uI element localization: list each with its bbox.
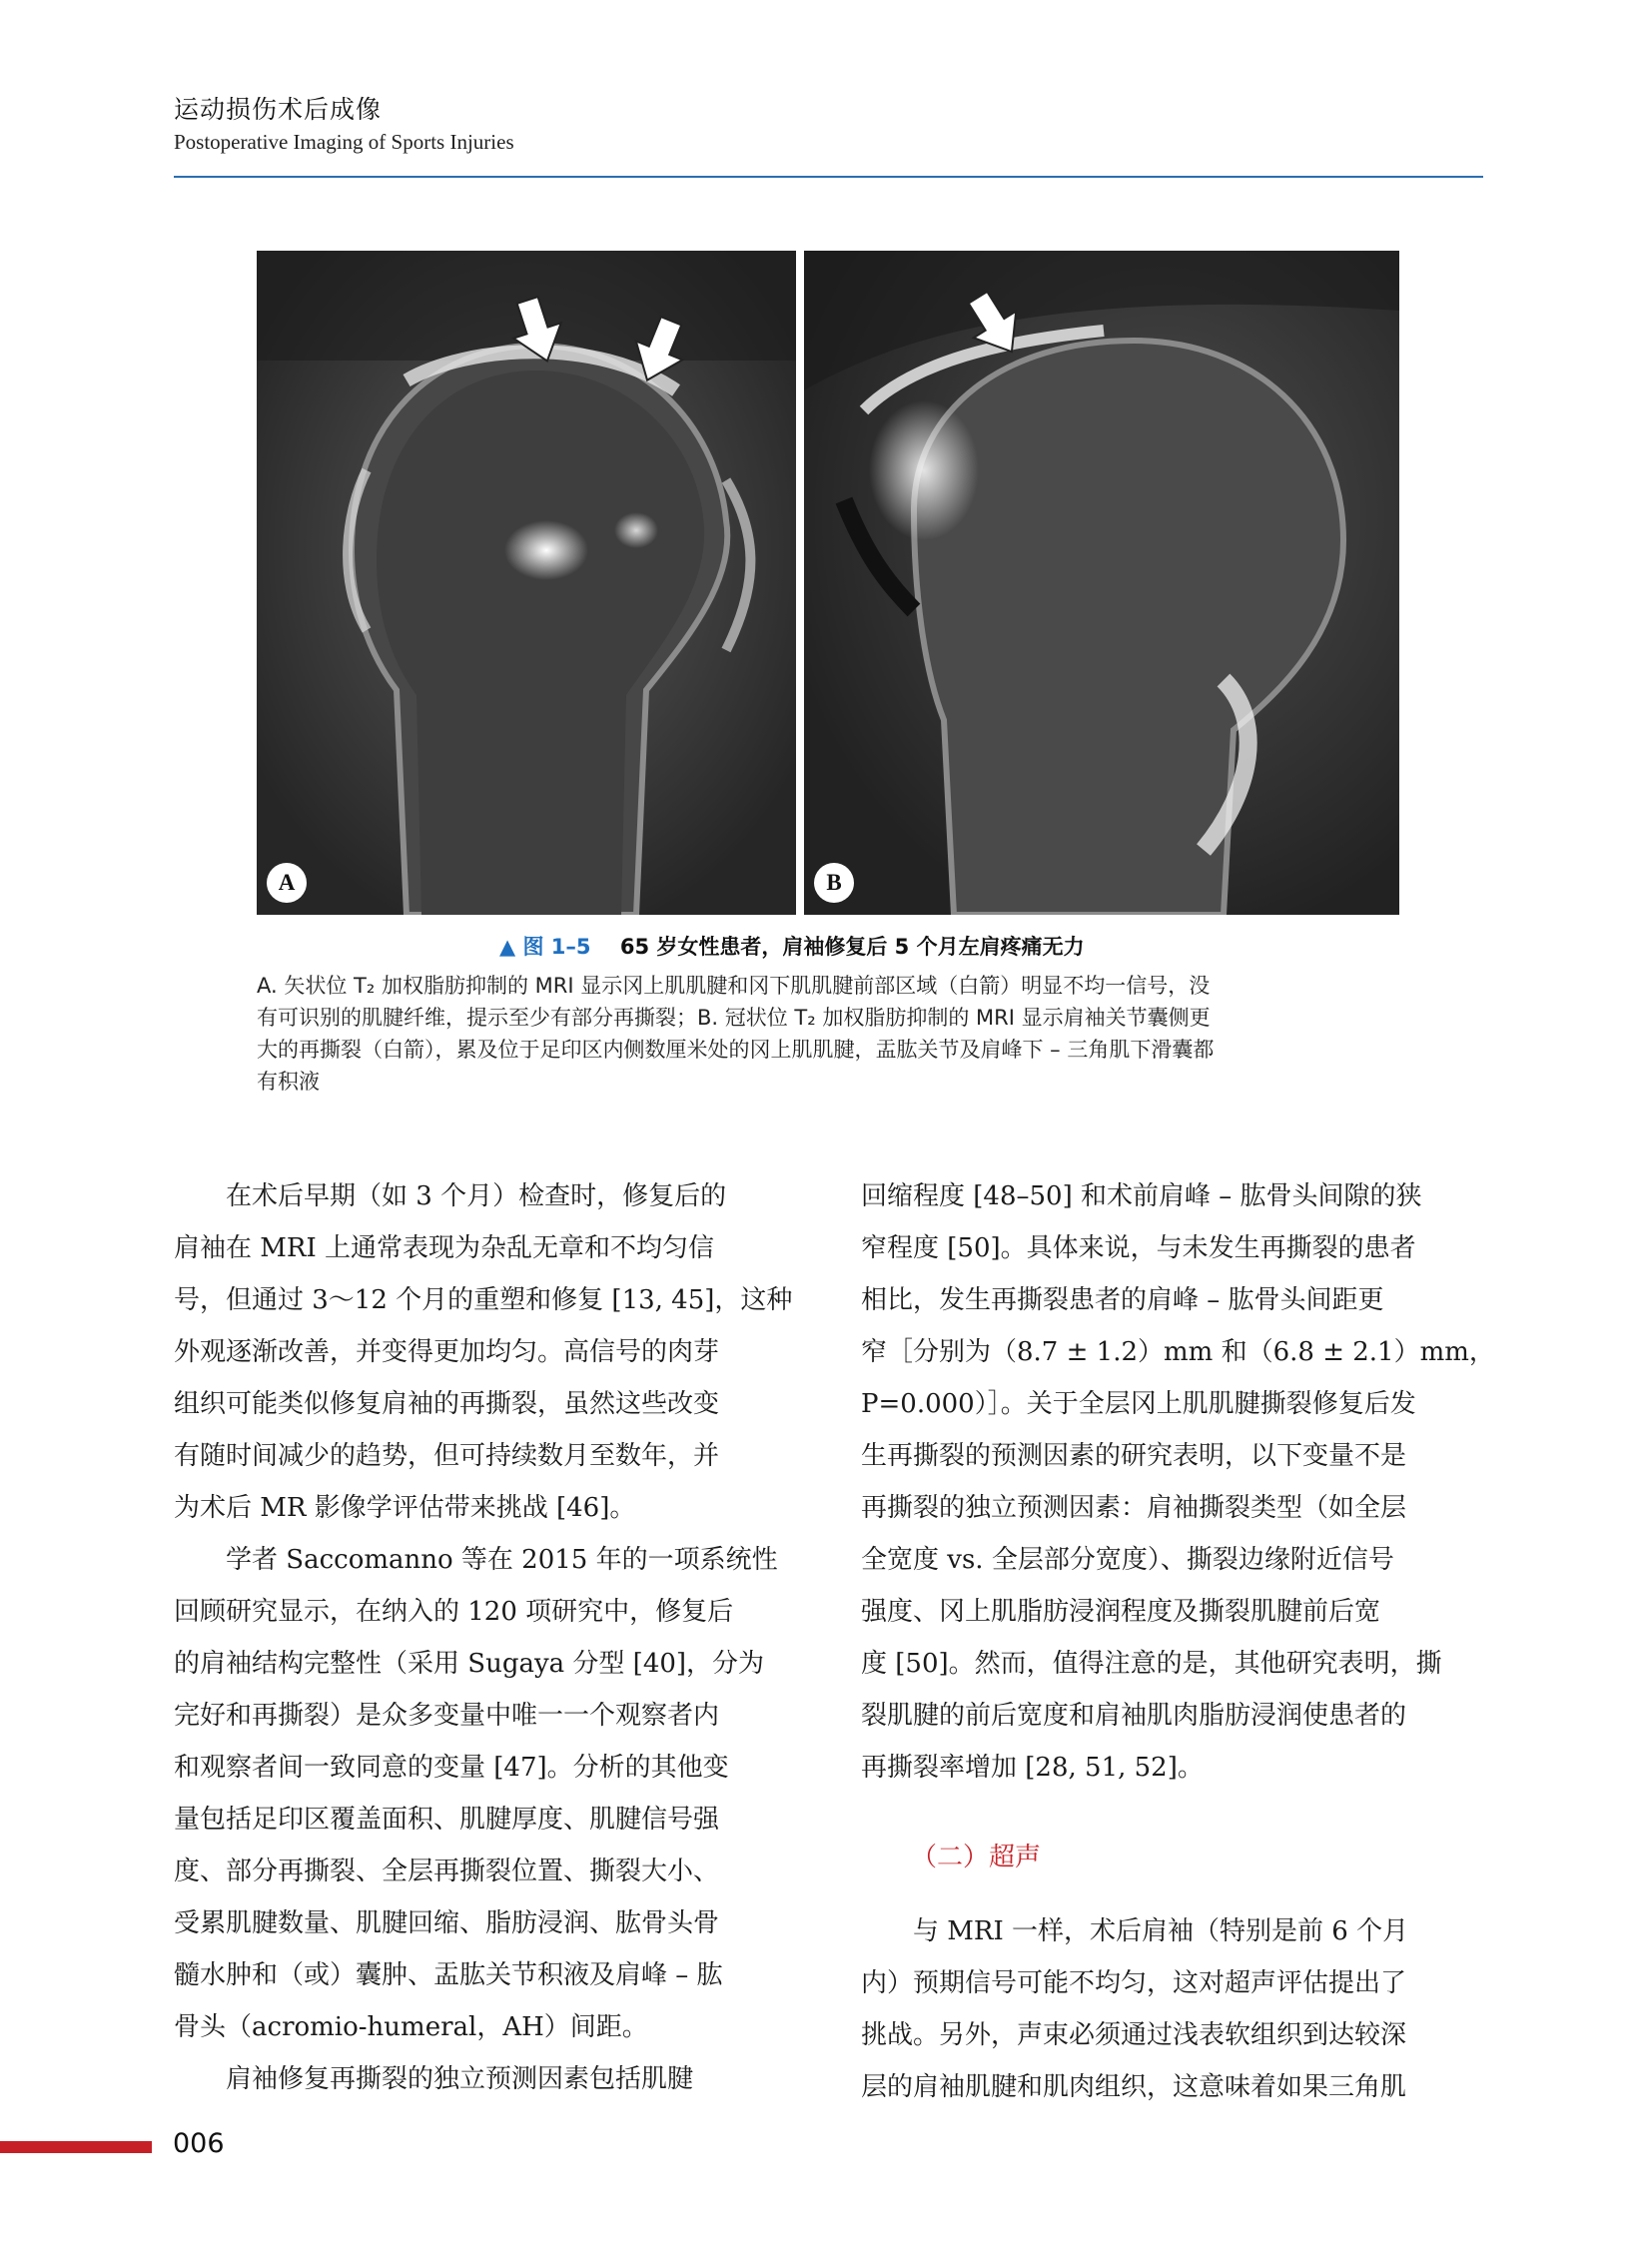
right-text-column: [861, 1170, 1495, 2113]
footer-color-bar: [0, 2141, 152, 2153]
caption-line: 有可识别的肌腱纤维，提示至少有部分再撕裂；B. 冠状位 T₂ 加权脂肪抑制的 MRI 显示肩袖关节囊侧更: [257, 1006, 1211, 1030]
text-line: 全宽度 vs. 全层部分宽度）、撕裂边缘附近信号: [861, 1545, 1394, 1575]
text-line: 度、部分再撕裂、全层再撕裂位置、撕裂大小、: [174, 1857, 720, 1886]
figure-title: 65 岁女性患者，肩袖修复后 5 个月左肩疼痛无力: [619, 935, 1085, 959]
figure-panel-a: [257, 251, 796, 915]
text-line: 有随时间减少的趋势，但可持续数月至数年，并: [174, 1441, 720, 1471]
figure-number: 图 1–5: [522, 935, 591, 959]
text-line: 再撕裂率增加 [28, 51, 52]。: [861, 1753, 1204, 1783]
figure-panel-b: [804, 251, 1399, 915]
text-line: 为术后 MR 影像学评估带来挑战 [46]。: [174, 1493, 636, 1523]
text-line: 的肩袖结构完整性（采用 Sugaya 分型 [40]，分为: [174, 1649, 765, 1679]
text-line: 受累肌腱数量、肌腱回缩、脂肪浸润、肱骨头骨: [174, 1908, 720, 1938]
panel-a-label: A: [267, 863, 307, 903]
mri-sagittal-image: [257, 251, 796, 915]
text-line: 和观察者间一致同意的变量 [47]。分析的其他变: [174, 1753, 729, 1783]
text-line: 骨头（acromio-humeral，AH）间距。: [174, 2012, 648, 2042]
left-text-column: [174, 1170, 801, 2105]
text-line: 窄［分别为（8.7 ± 1.2）mm 和（6.8 ± 2.1）mm，: [861, 1337, 1495, 1367]
text-line: 挑战。另外，声束必须通过浅表软组织到达较深: [861, 2020, 1407, 2050]
text-line: 生再撕裂的预测因素的研究表明，以下变量不是: [861, 1441, 1407, 1471]
caption-line: 大的再撕裂（白箭），累及位于足印区内侧数厘米处的冈上肌肌腱，盂肱关节及肩峰下 – 三角肌下滑囊都: [257, 1038, 1215, 1062]
panel-b-label: B: [814, 863, 854, 903]
text-line: 强度、冈上肌脂肪浸润程度及撕裂肌腱前后宽: [861, 1597, 1381, 1627]
text-line: 相比，发生再撕裂患者的肩峰 – 肱骨头间距更: [861, 1285, 1384, 1315]
text-line: 度 [50]。然而，值得注意的是，其他研究表明，撕: [861, 1649, 1442, 1679]
caption-triangle-icon: ▲: [499, 935, 516, 959]
text-line: 量包括足印区覆盖面积、肌腱厚度、肌腱信号强: [174, 1805, 720, 1835]
page-number: 006: [173, 2128, 225, 2159]
section-heading-ultrasound: （二）超声: [911, 1843, 1042, 1872]
text-line: P=0.000）］。关于全层冈上肌肌腱撕裂修复后发: [861, 1389, 1416, 1419]
text-line: 髓水肿和（或）囊肿、盂肱关节积液及肩峰 – 肱: [174, 1960, 723, 1990]
text-line: 内）预期信号可能不均匀，这对超声评估提出了: [861, 1968, 1407, 1998]
text-line: 层的肩袖肌腱和肌肉组织，这意味着如果三角肌: [861, 2072, 1407, 2102]
text-line: 组织可能类似修复肩袖的再撕裂，虽然这些改变: [174, 1389, 720, 1419]
mri-coronal-image: [804, 251, 1399, 915]
text-line: 学者 Saccomanno 等在 2015 年的一项系统性: [174, 1545, 778, 1575]
text-line: 裂肌腱的前后宽度和肩袖肌肉脂肪浸润使患者的: [861, 1701, 1407, 1731]
header-rule: [174, 176, 1483, 178]
text-line: 在术后早期（如 3 个月）检查时，修复后的: [174, 1181, 727, 1211]
text-line: 完好和再撕裂）是众多变量中唯一一个观察者内: [174, 1701, 720, 1731]
text-line: 肩袖修复再撕裂的独立预测因素包括肌腱: [174, 2064, 694, 2094]
text-line: 再撕裂的独立预测因素：肩袖撕裂类型（如全层: [861, 1493, 1407, 1523]
text-line: 与 MRI 一样，术后肩袖（特别是前 6 个月: [861, 1916, 1409, 1946]
text-line: 肩袖在 MRI 上通常表现为杂乱无章和不均匀信: [174, 1233, 714, 1263]
text-line: 回顾研究显示，在纳入的 120 项研究中，修复后: [174, 1597, 734, 1627]
figure-caption-title: [499, 931, 1258, 961]
caption-line: 有积液: [257, 1070, 320, 1094]
running-header-title-zh: 运动损伤术后成像: [174, 95, 383, 124]
text-line: 外观逐渐改善，并变得更加均匀。高信号的肉芽: [174, 1337, 720, 1367]
text-line: 回缩程度 [48–50] 和术前肩峰 – 肱骨头间隙的狭: [861, 1181, 1422, 1211]
caption-line: A. 矢状位 T₂ 加权脂肪抑制的 MRI 显示冈上肌肌腱和冈下肌肌腱前部区域（白箭）明显不均一信号，没: [257, 974, 1211, 998]
text-line: 窄程度 [50]。具体来说，与未发生再撕裂的患者: [861, 1233, 1416, 1263]
figure-caption-body: [257, 970, 1405, 1098]
running-header-title-en: Postoperative Imaging of Sports Injuries: [174, 130, 514, 154]
text-line: 号，但通过 3～12 个月的重塑和修复 [13, 45]，这种: [174, 1285, 793, 1315]
